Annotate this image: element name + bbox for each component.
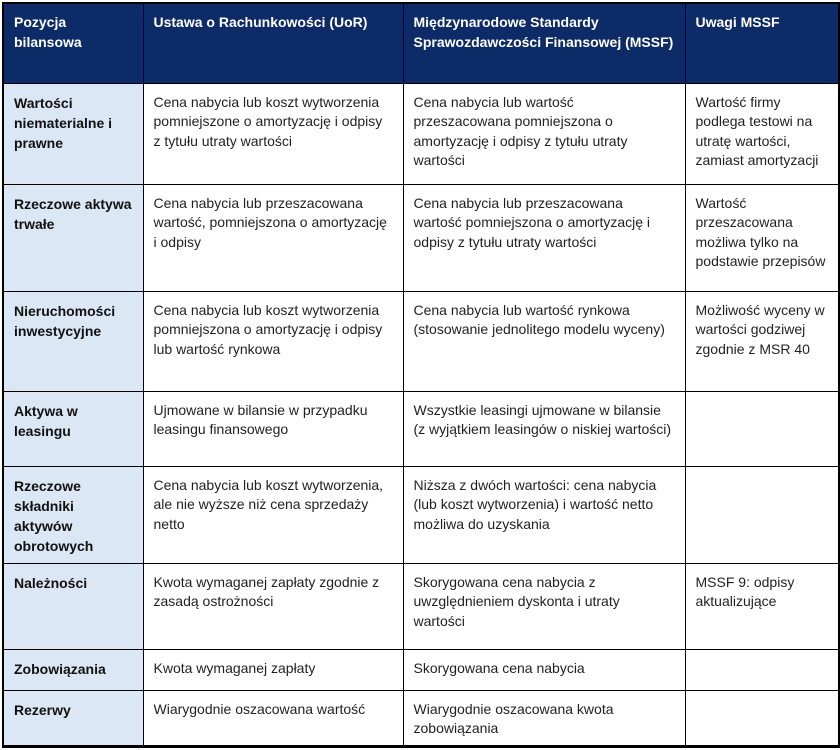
cell-mssf: Skorygowana cena nabycia z uwzględnieniem dyskonta i utraty wartości bbox=[403, 563, 685, 649]
column-header-mssf: Międzynarodowe Standardy Sprawozdawczości Finansowej (MSSF) bbox=[403, 3, 685, 83]
cell-uwagi: Wartość przeszacowana możliwa tylko na podstawie przepisów bbox=[685, 184, 839, 291]
cell-uor: Wiarygodnie oszacowana wartość bbox=[143, 690, 403, 746]
cell-uwagi: Możliwość wyceny w wartości godziwej zgodnie z MSR 40 bbox=[685, 291, 839, 391]
row-label: Należności bbox=[3, 563, 143, 649]
cell-uwagi bbox=[685, 690, 839, 746]
cell-uor: Ujmowane w bilansie w przypadku leasingu finansowego bbox=[143, 391, 403, 466]
comparison-table bbox=[2, 2, 840, 748]
cell-uwagi: MSSF 9: odpisy aktualizujące bbox=[685, 563, 839, 649]
row-label: Wartości niematerialne i prawne bbox=[3, 83, 143, 184]
cell-mssf: Cena nabycia lub przeszacowana wartość pomniejszona o amortyzację i odpisy z tytułu utraty wartości bbox=[403, 184, 685, 291]
column-header-uwagi-mssf: Uwagi MSSF bbox=[685, 3, 839, 83]
cell-uwagi: Wartość firmy podlega testowi na utratę wartości, zamiast amortyzacji bbox=[685, 83, 839, 184]
table-row-rzeczowe-aktywa-trwale bbox=[3, 184, 839, 291]
table-row-rezerwy bbox=[3, 690, 839, 746]
header-row bbox=[3, 3, 839, 83]
cell-mssf: Niższa z dwóch wartości: cena nabycia (lub koszt wytworzenia) i wartość netto możliwa do uzyskania bbox=[403, 466, 685, 563]
table-row-wartosci-niematerialne bbox=[3, 83, 839, 184]
table-header bbox=[3, 3, 839, 83]
table-body bbox=[3, 83, 839, 746]
cell-uwagi bbox=[685, 649, 839, 690]
row-label: Rzeczowe aktywa trwałe bbox=[3, 184, 143, 291]
cell-uor: Kwota wymaganej zapłaty bbox=[143, 649, 403, 690]
cell-uor: Cena nabycia lub koszt wytworzenia, ale nie wyższe niż cena sprzedaży netto bbox=[143, 466, 403, 563]
cell-uwagi bbox=[685, 466, 839, 563]
cell-mssf: Cena nabycia lub wartość rynkowa (stosowanie jednolitego modelu wyceny) bbox=[403, 291, 685, 391]
cell-uor: Cena nabycia lub przeszacowana wartość, pomniejszona o amortyzację i odpisy bbox=[143, 184, 403, 291]
column-header-uor: Ustawa o Rachunkowości (UoR) bbox=[143, 3, 403, 83]
cell-mssf: Wiarygodnie oszacowana kwota zobowiązania bbox=[403, 690, 685, 746]
row-label: Aktywa w leasingu bbox=[3, 391, 143, 466]
row-label: Zobowiązania bbox=[3, 649, 143, 690]
cell-uor: Cena nabycia lub koszt wytworzenia pomniejszona o amortyzację i odpisy lub wartość rynkowa bbox=[143, 291, 403, 391]
table-row-rzeczowe-skladniki bbox=[3, 466, 839, 563]
table-row-nieruchomosci-inwestycyjne bbox=[3, 291, 839, 391]
table-row-zobowiazania bbox=[3, 649, 839, 690]
cell-mssf: Wszystkie leasingi ujmowane w bilansie (z wyjątkiem leasingów o niskiej wartości) bbox=[403, 391, 685, 466]
row-label: Rezerwy bbox=[3, 690, 143, 746]
table-row-aktywa-w-leasingu bbox=[3, 391, 839, 466]
cell-mssf: Skorygowana cena nabycia bbox=[403, 649, 685, 690]
cell-uor: Cena nabycia lub koszt wytworzenia pomniejszone o amortyzację i odpisy z tytułu utraty wartości bbox=[143, 83, 403, 184]
cell-uor: Kwota wymaganej zapłaty zgodnie z zasadą ostrożności bbox=[143, 563, 403, 649]
cell-mssf: Cena nabycia lub wartość przeszacowana pomniejszona o amortyzację i odpisy z tytułu utraty wartości bbox=[403, 83, 685, 184]
row-label: Nieruchomości inwestycyjne bbox=[3, 291, 143, 391]
column-header-pozycja-bilansowa: Pozycja bilansowa bbox=[3, 3, 143, 83]
table-row-naleznosci bbox=[3, 563, 839, 649]
row-label: Rzeczowe składniki aktywów obrotowych bbox=[3, 466, 143, 563]
cell-uwagi bbox=[685, 391, 839, 466]
